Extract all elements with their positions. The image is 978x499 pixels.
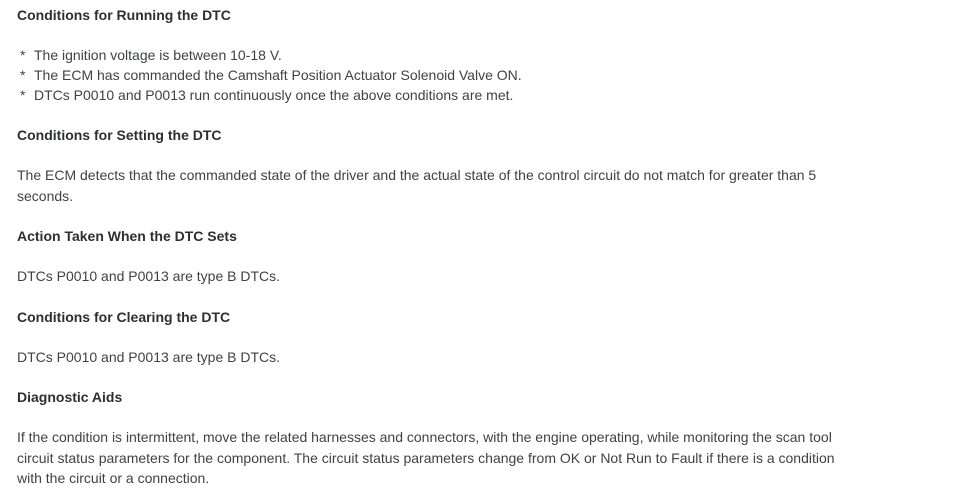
bullet-text: The ignition voltage is between 10-18 V. (34, 47, 282, 63)
bullet-list (17, 45, 843, 105)
paragraph: DTCs P0010 and P0013 are type B DTCs. (17, 348, 281, 365)
section-action-taken (17, 226, 843, 287)
paragraph: The ECM detects that the commanded state of the driver and the actual state of the control circuit do not match for greater than 5 seconds. (17, 167, 817, 204)
section-running-dtc (17, 5, 843, 105)
section-heading: Action Taken When the DTC Sets (17, 228, 237, 244)
section-heading: Conditions for Setting the DTC (17, 127, 222, 143)
section-clearing-dtc (17, 307, 843, 368)
section-diagnostic-aids (17, 387, 843, 489)
section-setting-dtc (17, 125, 843, 206)
paragraph: If the condition is intermittent, move the related harnesses and connectors, with the engine operating, while monitoring the scan tool circuit status parameters for the component. The circuit status parameters change from OK or Not Run to Fault if there is a condition with the circuit or a connection. (17, 429, 835, 486)
bullet-marker-icon: * (20, 67, 26, 83)
bullet-item (17, 65, 843, 85)
section-heading: Diagnostic Aids (17, 389, 123, 405)
paragraph: DTCs P0010 and P0013 are type B DTCs. (17, 268, 281, 284)
bullet-item (17, 85, 843, 105)
bullet-text: DTCs P0010 and P0013 run continuously once the above conditions are met. (34, 87, 514, 103)
bullet-marker-icon: * (20, 47, 26, 63)
section-heading: Conditions for Clearing the DTC (17, 308, 231, 325)
bullet-marker-icon: * (20, 87, 26, 103)
section-heading: Conditions for Running the DTC (17, 7, 231, 23)
bullet-item (17, 45, 843, 65)
bullet-text: The ECM has commanded the Camshaft Position Actuator Solenoid Valve ON. (34, 67, 522, 83)
